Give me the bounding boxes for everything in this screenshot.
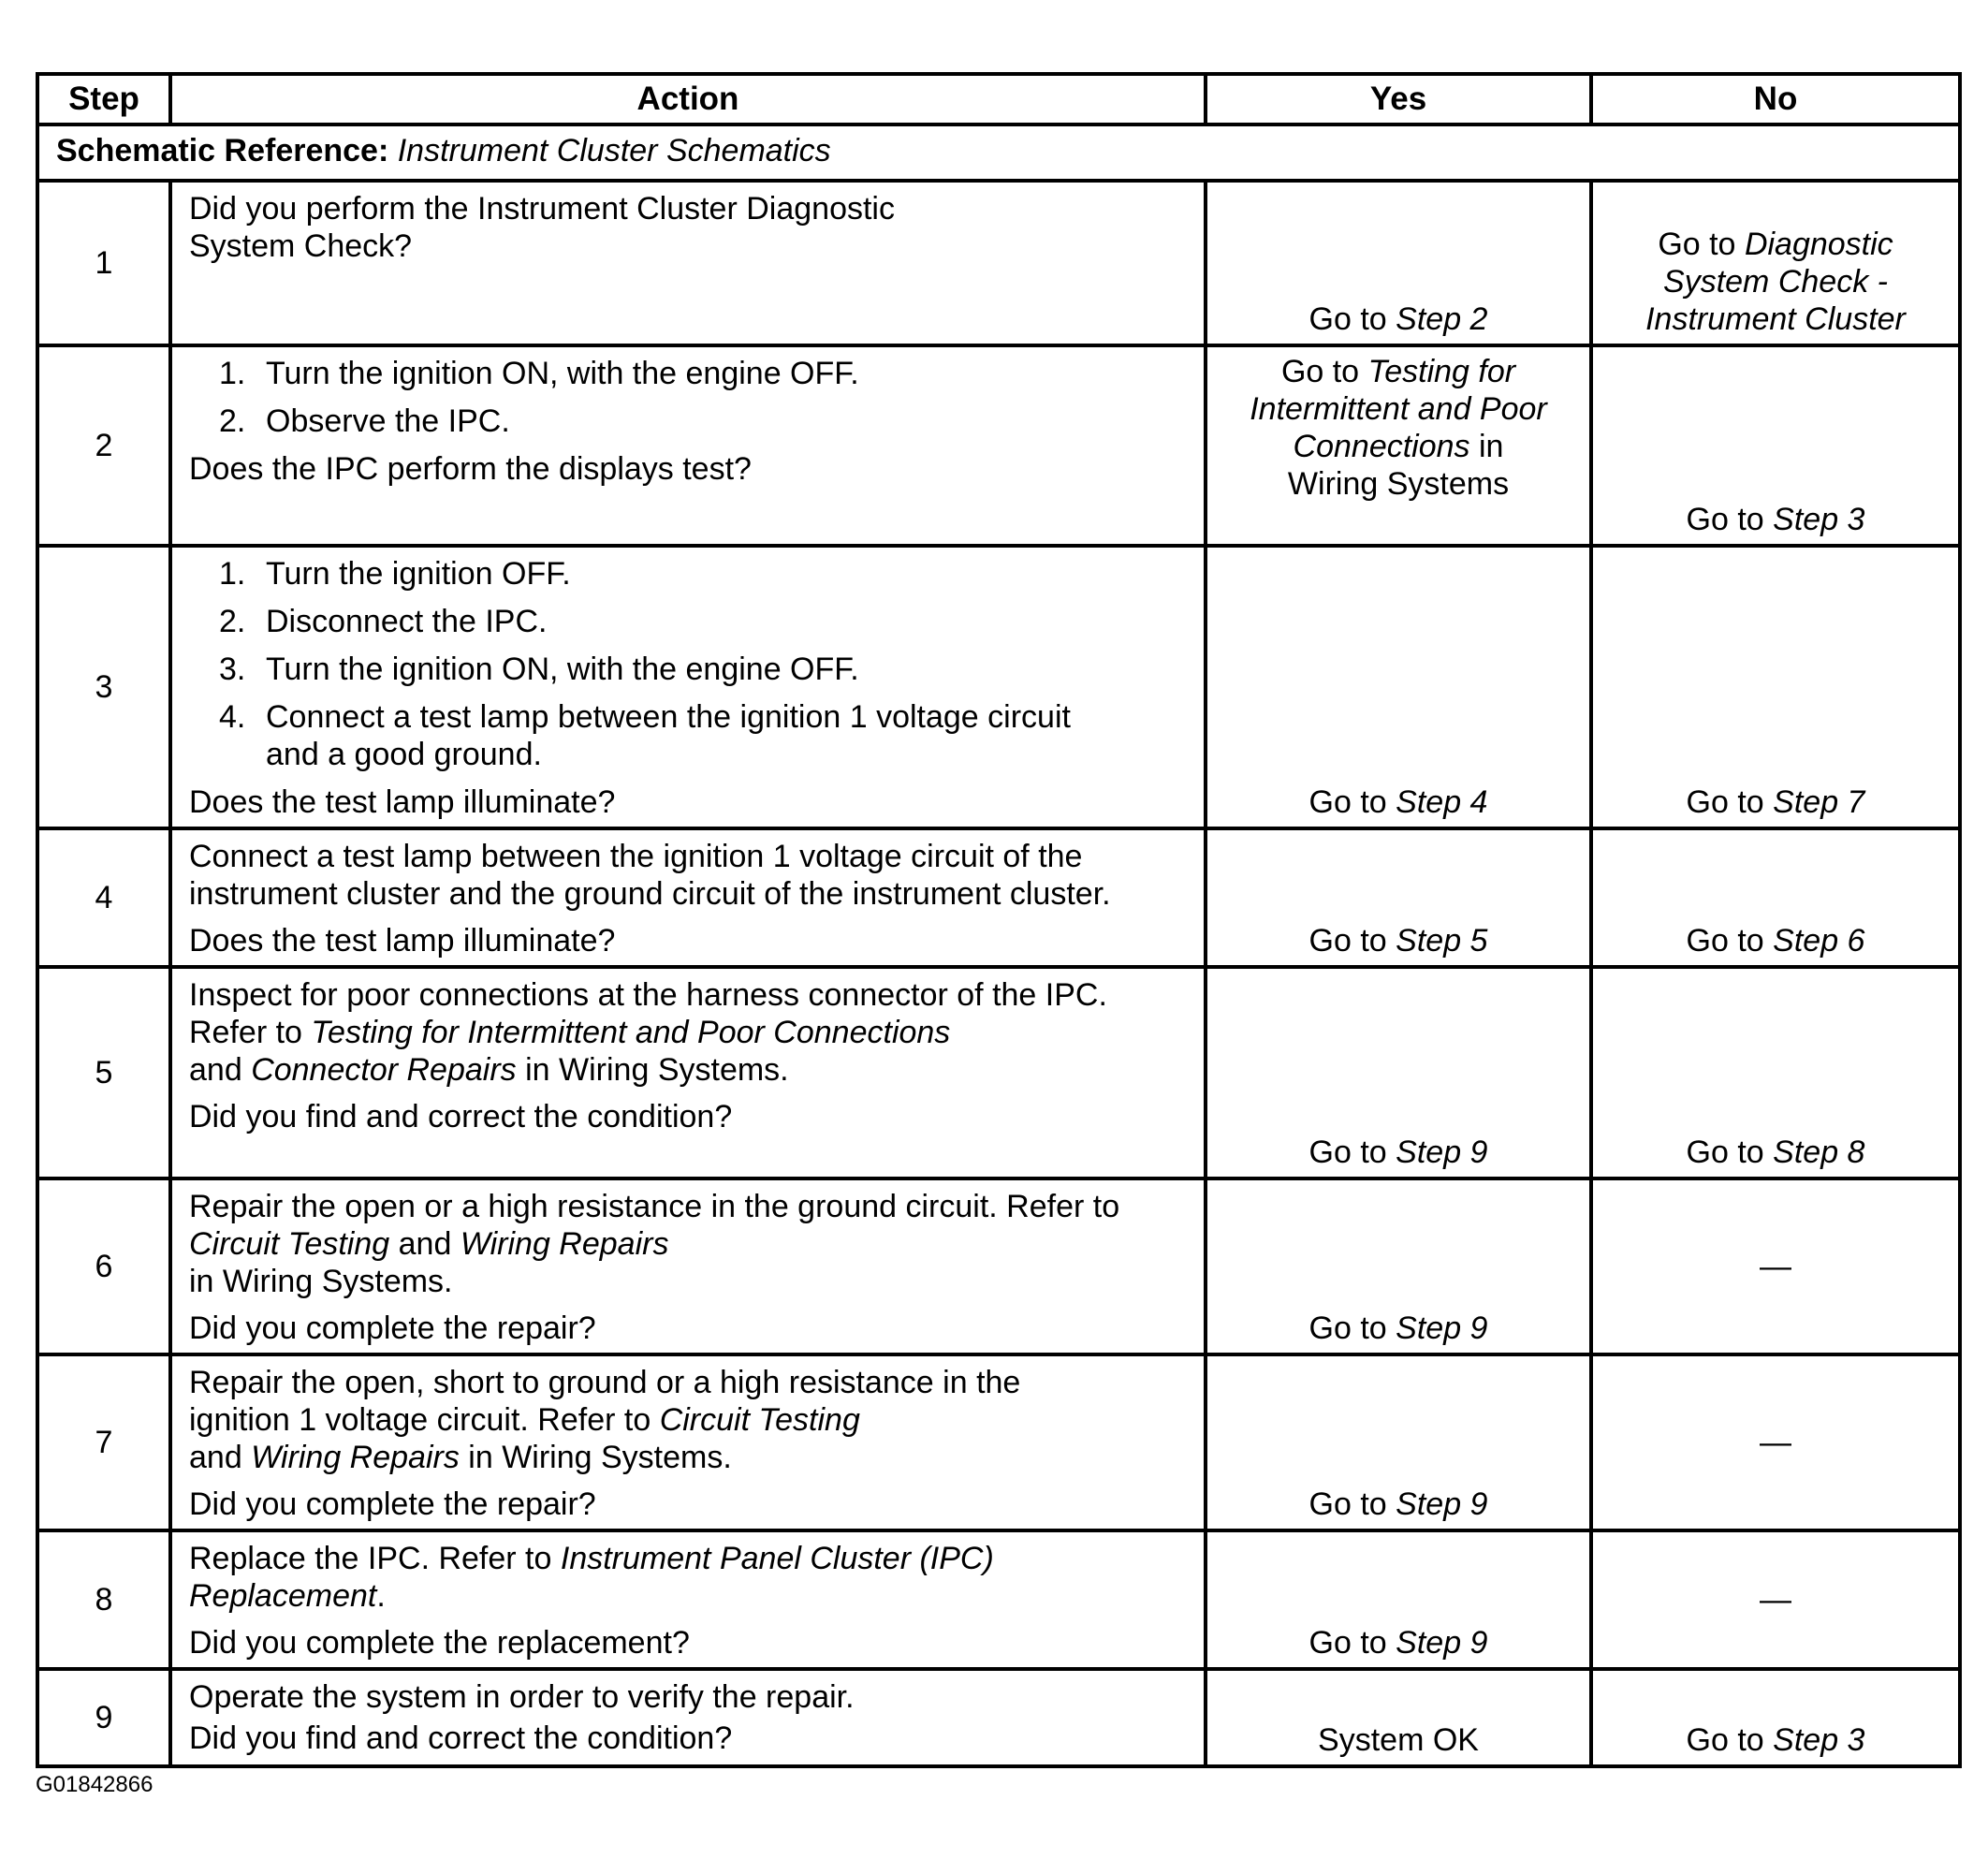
table-row — [37, 1178, 1960, 1354]
yes-cell — [1206, 967, 1591, 1178]
action-cell — [170, 1530, 1206, 1669]
yes-link[interactable]: Step 5 — [1396, 923, 1488, 959]
yes-cell — [1206, 345, 1591, 546]
table-row — [37, 546, 1960, 828]
no-cell — [1591, 828, 1960, 967]
yes-cell: System OK — [1206, 1669, 1591, 1766]
yes-link[interactable]: Step 9 — [1396, 1625, 1488, 1661]
no-prefix: Go to — [1686, 784, 1764, 820]
action-list — [189, 555, 1187, 773]
step-number: 5 — [37, 967, 170, 1178]
yes-link[interactable]: Step 9 — [1396, 1134, 1488, 1170]
no-prefix: Go to — [1686, 502, 1764, 537]
action-cell — [170, 181, 1206, 345]
table-row — [37, 1530, 1960, 1669]
no-link[interactable]: Step 3 — [1773, 502, 1865, 537]
action-question: Does the test lamp illuminate? — [189, 923, 616, 959]
table-row — [37, 181, 1960, 345]
step-number: 6 — [37, 1178, 170, 1354]
action-text: Replace the IPC. Refer to Instrument Panel Cluster (IPC) Replacement. — [189, 1541, 994, 1614]
yes-cell — [1206, 828, 1591, 967]
action-list — [189, 355, 1187, 440]
action-question: Does the test lamp illuminate? — [189, 784, 616, 820]
action-question: Did you complete the replacement? — [189, 1625, 690, 1661]
list-item: 4. Connect a test lamp between the ignition 1 voltage circuit and a good ground. — [219, 699, 1071, 772]
action-text: Connect a test lamp between the ignition 1 voltage circuit of the instrument cluster and the ground circuit of the instrument cluster. — [189, 839, 1111, 912]
header-yes: Yes — [1206, 74, 1591, 124]
action-link[interactable]: Testing for Intermittent and Poor Connections — [311, 1015, 951, 1050]
table-row — [37, 1354, 1960, 1530]
no-cell: — — [1591, 1178, 1960, 1354]
yes-prefix: Go to — [1308, 784, 1387, 820]
no-prefix: Go to — [1658, 227, 1736, 262]
yes-link[interactable]: Step 2 — [1396, 301, 1488, 337]
action-link[interactable]: Circuit Testing — [659, 1402, 860, 1438]
action-cell — [170, 1178, 1206, 1354]
list-item: 2. Observe the IPC. — [219, 403, 510, 439]
action-question: Did you find and correct the condition? — [189, 1720, 733, 1756]
no-link[interactable]: Diagnostic System Check - Instrument Cluster — [1645, 227, 1906, 337]
no-cell — [1591, 1669, 1960, 1766]
action-question: Does the IPC perform the displays test? — [189, 451, 752, 487]
action-cell — [170, 345, 1206, 546]
yes-link[interactable]: Testing for Intermittent and Poor Connections — [1250, 354, 1547, 464]
yes-cell — [1206, 546, 1591, 828]
step-number: 1 — [37, 181, 170, 345]
no-cell: — — [1591, 1354, 1960, 1530]
yes-prefix: Go to — [1308, 301, 1387, 337]
action-text: Operate the system in order to verify the repair. — [189, 1679, 855, 1715]
action-cell — [170, 967, 1206, 1178]
no-prefix: Go to — [1686, 1722, 1764, 1758]
list-item: 2. Disconnect the IPC. — [219, 604, 548, 639]
no-link[interactable]: Step 3 — [1773, 1722, 1865, 1758]
action-cell — [170, 1669, 1206, 1766]
header-step: Step — [37, 74, 170, 124]
action-question: Did you find and correct the condition? — [189, 1099, 733, 1134]
yes-prefix: Go to — [1280, 354, 1360, 389]
yes-cell — [1206, 1354, 1591, 1530]
no-link[interactable]: Step 6 — [1773, 923, 1865, 959]
no-cell — [1591, 967, 1960, 1178]
yes-prefix: Go to — [1308, 1310, 1387, 1346]
step-number: 9 — [37, 1669, 170, 1766]
action-link[interactable]: Wiring Repairs — [251, 1440, 460, 1475]
action-question: Did you complete the repair? — [189, 1310, 596, 1346]
action-text: Repair the open, short to ground or a high resistance in the ignition 1 voltage circuit. Refer to Circuit Testing and Wiring Repairs in Wiring Systems. — [189, 1365, 1021, 1475]
yes-cell — [1206, 181, 1591, 345]
no-cell — [1591, 546, 1960, 828]
yes-prefix: Go to — [1308, 1134, 1387, 1170]
yes-cell — [1206, 1530, 1591, 1669]
step-number: 7 — [37, 1354, 170, 1530]
action-cell — [170, 1354, 1206, 1530]
header-row — [37, 74, 1960, 124]
no-cell: — — [1591, 1530, 1960, 1669]
table-row — [37, 967, 1960, 1178]
step-number: 4 — [37, 828, 170, 967]
yes-prefix: Go to — [1308, 1625, 1387, 1661]
yes-cell — [1206, 1178, 1591, 1354]
yes-prefix: Go to — [1308, 923, 1387, 959]
reference-label: Schematic Reference: — [56, 133, 389, 168]
step-number: 3 — [37, 546, 170, 828]
reference-link[interactable]: Instrument Cluster Schematics — [397, 133, 831, 168]
action-cell — [170, 546, 1206, 828]
diagnostic-table — [36, 72, 1962, 1768]
step-number: 8 — [37, 1530, 170, 1669]
action-cell — [170, 828, 1206, 967]
action-link[interactable]: Circuit Testing — [189, 1226, 390, 1262]
action-question: Did you complete the repair? — [189, 1486, 596, 1522]
no-prefix: Go to — [1686, 1134, 1764, 1170]
list-item: 1. Turn the ignition OFF. — [219, 556, 571, 592]
action-text: Repair the open or a high resistance in the ground circuit. Refer to Circuit Testing and Wiring Repairs in Wiring Systems. — [189, 1189, 1120, 1299]
figure-id: G01842866 — [36, 1772, 153, 1797]
action-link[interactable]: Wiring Repairs — [460, 1226, 669, 1262]
no-link[interactable]: Step 7 — [1773, 784, 1865, 820]
reference-cell — [37, 124, 1960, 181]
yes-suffix: in Wiring Systems — [1287, 429, 1510, 502]
action-link[interactable]: Connector Repairs — [251, 1052, 517, 1088]
no-cell — [1591, 181, 1960, 345]
header-action: Action — [170, 74, 1206, 124]
no-link[interactable]: Step 8 — [1773, 1134, 1865, 1170]
action-link[interactable]: Instrument Panel Cluster (IPC) Replacement — [189, 1541, 994, 1614]
table-row — [37, 345, 1960, 546]
list-item: 3. Turn the ignition ON, with the engine OFF. — [219, 651, 859, 687]
action-text: Inspect for poor connections at the harness connector of the IPC. Refer to Testing for Intermittent and Poor Connections and Connector Repairs in Wiring Systems. — [189, 977, 1107, 1088]
yes-link[interactable]: Step 4 — [1396, 784, 1488, 820]
no-cell — [1591, 345, 1960, 546]
reference-row — [37, 124, 1960, 181]
yes-prefix: Go to — [1308, 1486, 1387, 1522]
table-row — [37, 828, 1960, 967]
header-no: No — [1591, 74, 1960, 124]
yes-link[interactable]: Step 9 — [1396, 1310, 1488, 1346]
action-text: Did you perform the Instrument Cluster Diagnostic System Check? — [189, 191, 895, 264]
step-number: 2 — [37, 345, 170, 546]
yes-link[interactable]: Step 9 — [1396, 1486, 1488, 1522]
list-item: 1. Turn the ignition ON, with the engine OFF. — [219, 356, 859, 391]
no-prefix: Go to — [1686, 923, 1764, 959]
table-row — [37, 1669, 1960, 1766]
